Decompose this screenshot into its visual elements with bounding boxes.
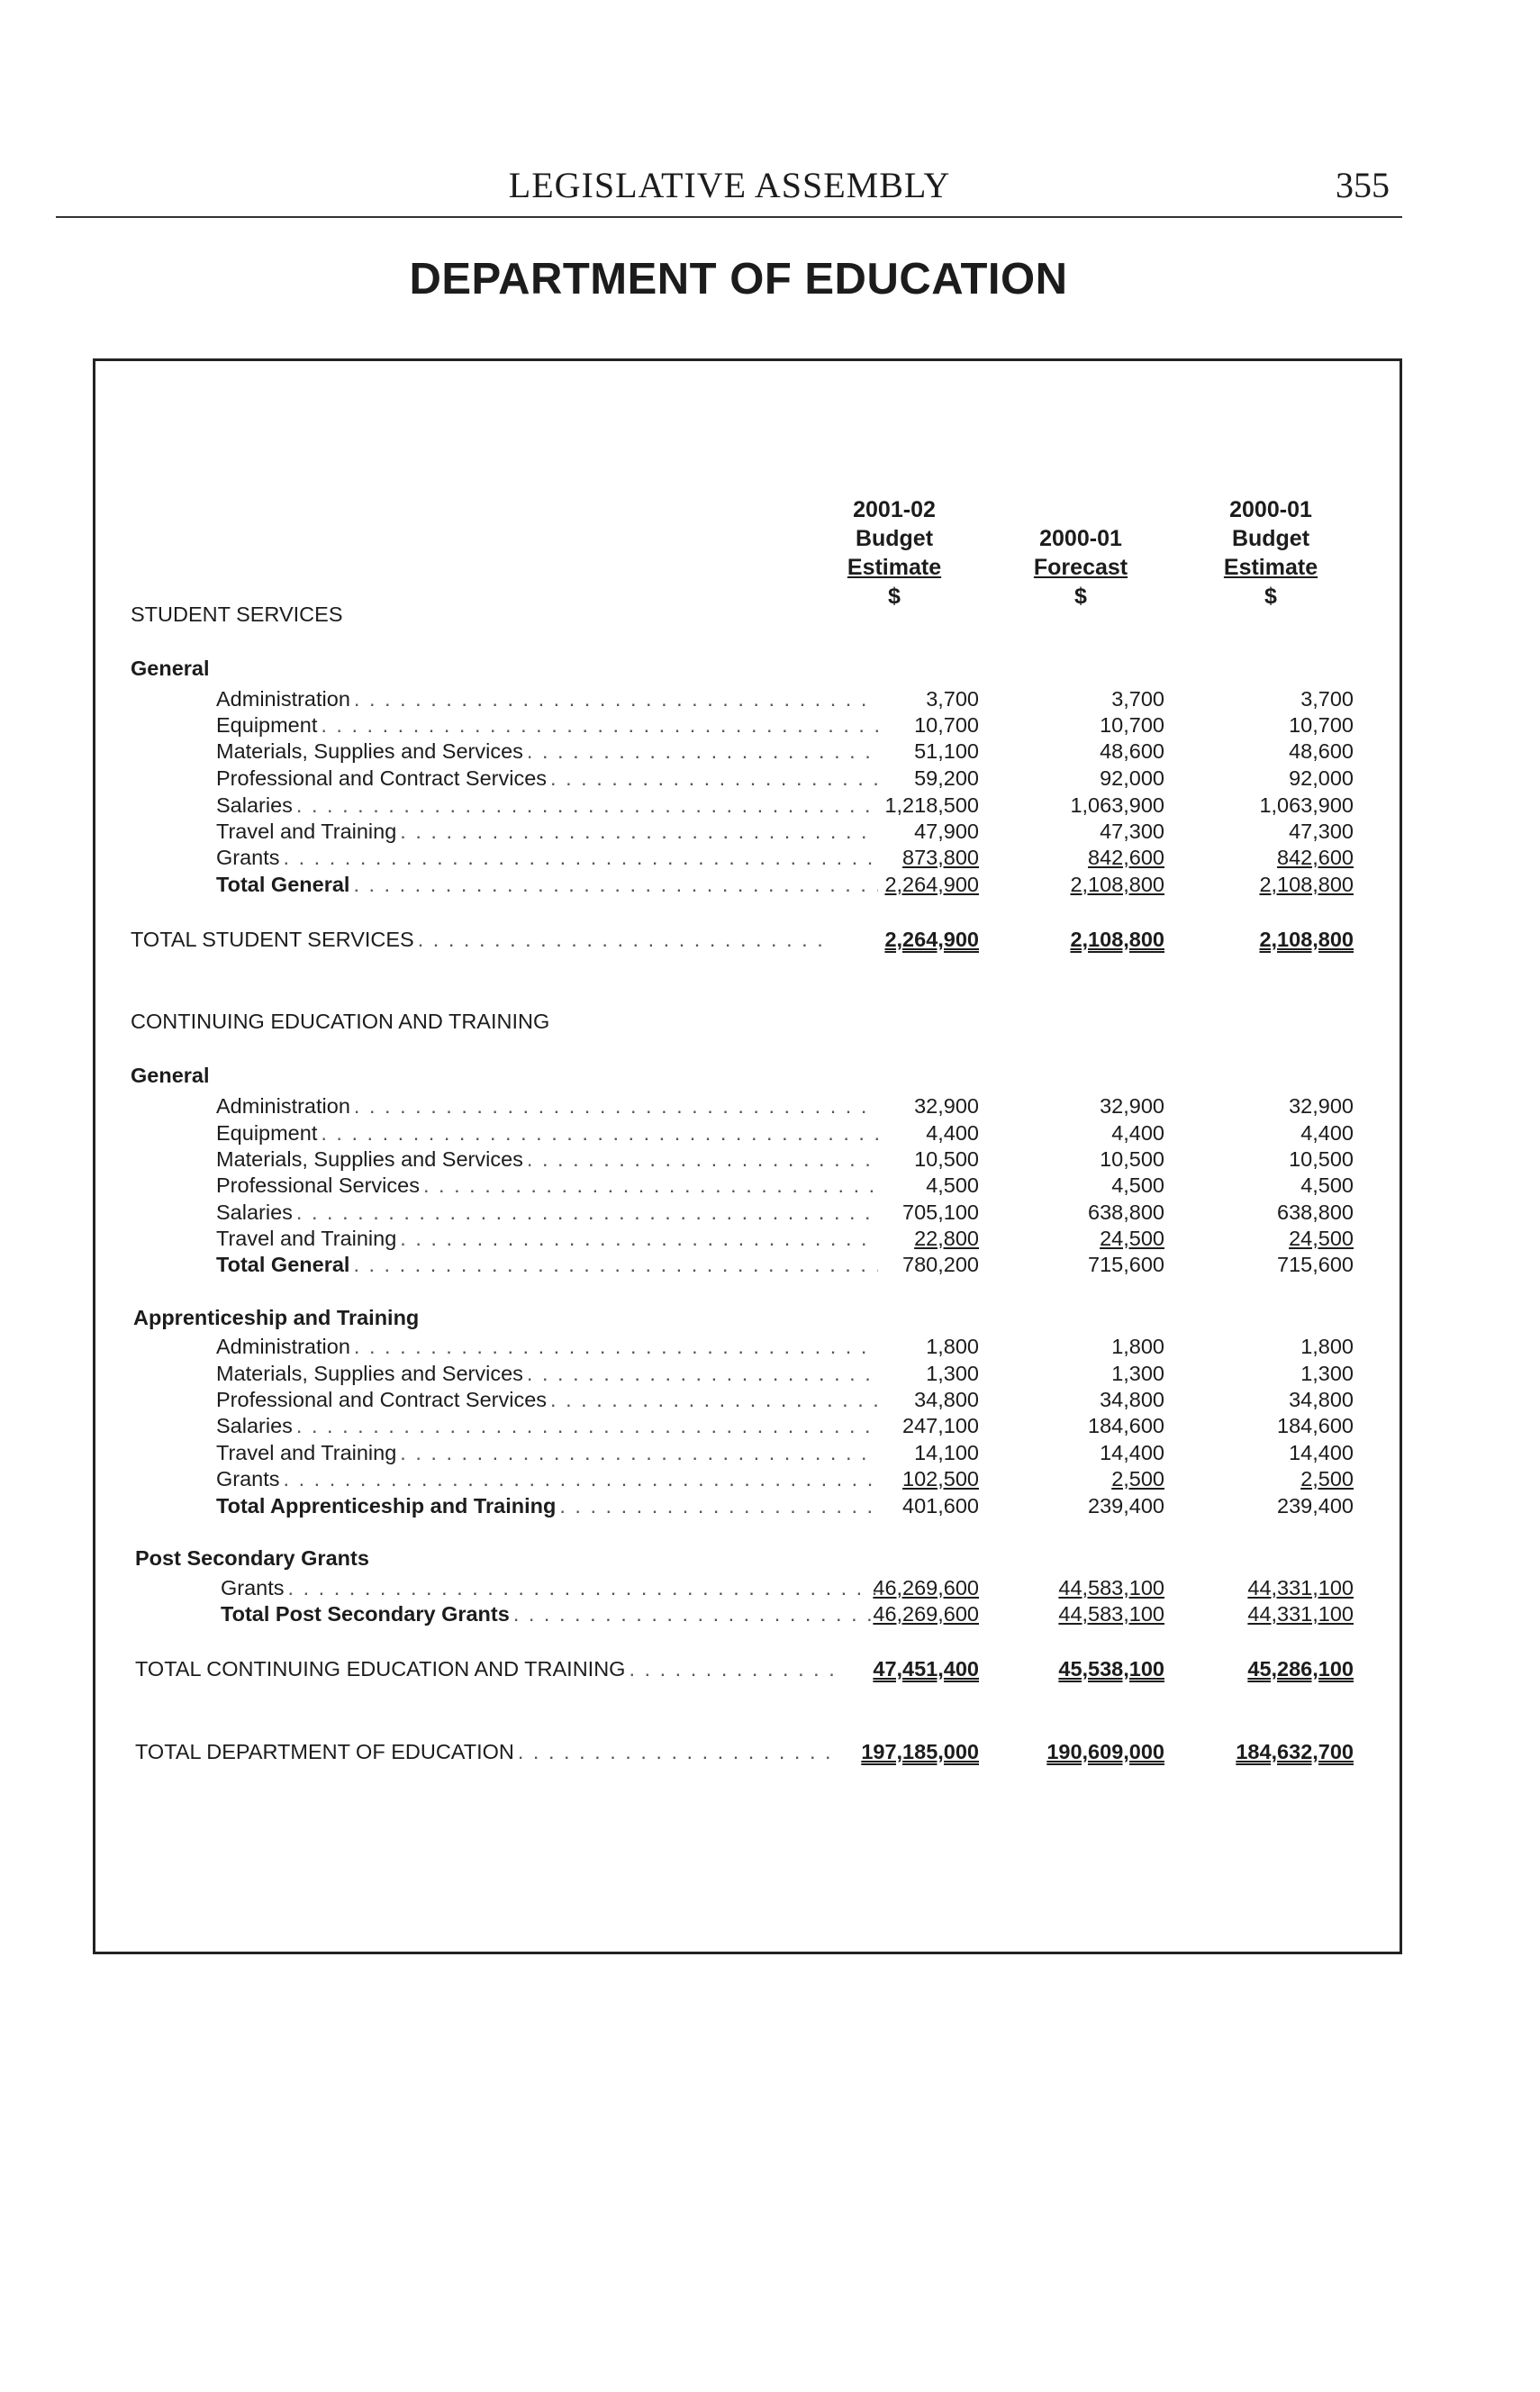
value-cell: 197,185,000 xyxy=(861,1740,979,1763)
value-cell: 2,500 xyxy=(1111,1467,1164,1490)
value-cell: 45,286,100 xyxy=(1247,1657,1354,1681)
column-type: Budget xyxy=(855,526,934,551)
value-cell: 32,900 xyxy=(1289,1094,1354,1118)
value-cell: 44,331,100 xyxy=(1247,1576,1354,1599)
line-item: Equipment . . . xyxy=(216,713,878,738)
value-cell: 59,200 xyxy=(914,766,979,790)
line-item: Administration . . . xyxy=(216,1094,878,1119)
line-item: Materials, Supplies and Services . . . xyxy=(216,1362,878,1386)
department-title: DEPARTMENT OF EDUCATION xyxy=(409,255,1068,304)
value-cell: 1,800 xyxy=(926,1335,979,1358)
line-item: Grants . . . xyxy=(221,1576,883,1600)
value-cell: 638,800 xyxy=(1277,1201,1354,1224)
value-cell: 102,500 xyxy=(902,1467,979,1490)
value-cell: 2,264,900 xyxy=(884,928,979,951)
value-cell: 715,600 xyxy=(1088,1253,1164,1276)
line-item: Grants . . . xyxy=(216,1467,878,1491)
value-cell: 715,600 xyxy=(1277,1253,1354,1276)
line-item: Travel and Training . . . xyxy=(216,820,878,844)
value-cell: 3,700 xyxy=(1300,687,1354,711)
value-cell: 184,600 xyxy=(1277,1414,1354,1437)
value-cell: 239,400 xyxy=(1277,1494,1354,1518)
value-cell: 1,800 xyxy=(1111,1335,1164,1358)
group-heading-post-secondary: Post Secondary Grants xyxy=(135,1546,369,1570)
value-cell: 46,269,600 xyxy=(873,1602,979,1626)
column-year: 2001-02 xyxy=(853,497,936,522)
column-type: Budget xyxy=(1231,526,1310,551)
value-cell: 2,108,800 xyxy=(1259,873,1354,896)
value-cell: 1,063,900 xyxy=(1259,793,1354,817)
value-cell: 780,200 xyxy=(902,1253,979,1276)
column-kind: Estimate xyxy=(1223,555,1318,580)
value-cell: 3,700 xyxy=(1111,687,1164,711)
line-item: Materials, Supplies and Services . . . xyxy=(216,739,878,764)
value-cell: 842,600 xyxy=(1277,846,1354,869)
column-kind: Estimate xyxy=(847,555,942,580)
value-cell: 10,700 xyxy=(914,713,979,737)
value-cell: 4,500 xyxy=(1111,1173,1164,1197)
line-item: Grants . . . xyxy=(216,846,878,870)
subtotal-row: Total General . . . xyxy=(216,1253,878,1277)
value-cell: 44,583,100 xyxy=(1058,1602,1164,1626)
value-cell: 45,538,100 xyxy=(1058,1657,1164,1681)
value-cell: 2,264,900 xyxy=(884,873,979,896)
value-cell: 47,451,400 xyxy=(873,1657,979,1681)
running-title: LEGISLATIVE ASSEMBLY xyxy=(508,165,951,205)
section-total-row: TOTAL STUDENT SERVICES . . . xyxy=(131,928,833,952)
column-currency: $ xyxy=(888,584,901,609)
value-cell: 239,400 xyxy=(1088,1494,1164,1518)
value-cell: 44,583,100 xyxy=(1058,1576,1164,1599)
line-item: Administration . . . xyxy=(216,687,878,711)
value-cell: 34,800 xyxy=(1289,1388,1354,1411)
value-cell: 4,500 xyxy=(926,1173,979,1197)
value-cell: 24,500 xyxy=(1100,1227,1164,1250)
line-item: Administration . . . xyxy=(216,1335,878,1359)
line-item: Professional Services . . . xyxy=(216,1173,878,1198)
line-item: Travel and Training . . . xyxy=(216,1441,878,1465)
value-cell: 4,400 xyxy=(1111,1121,1164,1145)
value-cell: 4,500 xyxy=(1300,1173,1354,1197)
value-cell: 22,800 xyxy=(914,1227,979,1250)
value-cell: 34,800 xyxy=(1100,1388,1164,1411)
value-cell: 92,000 xyxy=(1100,766,1164,790)
section-title-student-services: STUDENT SERVICES xyxy=(131,603,343,626)
value-cell: 1,218,500 xyxy=(884,793,979,817)
value-cell: 46,269,600 xyxy=(873,1576,979,1599)
line-item: Travel and Training . . . xyxy=(216,1227,878,1251)
value-cell: 2,108,800 xyxy=(1070,873,1164,896)
value-cell: 705,100 xyxy=(902,1201,979,1224)
value-cell: 10,500 xyxy=(1289,1147,1354,1171)
value-cell: 24,500 xyxy=(1289,1227,1354,1250)
value-cell: 184,600 xyxy=(1088,1414,1164,1437)
value-cell: 184,632,700 xyxy=(1236,1740,1354,1763)
line-item: Materials, Supplies and Services . . . xyxy=(216,1147,878,1172)
value-cell: 47,300 xyxy=(1289,820,1354,843)
value-cell: 14,400 xyxy=(1289,1441,1354,1464)
value-cell: 47,900 xyxy=(914,820,979,843)
value-cell: 2,500 xyxy=(1300,1467,1354,1490)
value-cell: 34,800 xyxy=(914,1388,979,1411)
column-kind: Forecast xyxy=(1033,555,1128,580)
value-cell: 10,500 xyxy=(1100,1147,1164,1171)
line-item: Salaries . . . xyxy=(216,793,878,818)
subtotal-row: Total Apprenticeship and Training . . . xyxy=(216,1494,878,1518)
subtotal-row: Total Post Secondary Grants . . . xyxy=(221,1602,883,1626)
column-year: 2000-01 xyxy=(1229,497,1312,522)
line-item: Equipment . . . xyxy=(216,1121,878,1146)
line-item: Professional and Contract Services . . . xyxy=(216,1388,878,1412)
value-cell: 32,900 xyxy=(914,1094,979,1118)
value-cell: 92,000 xyxy=(1289,766,1354,790)
value-cell: 47,300 xyxy=(1100,820,1164,843)
section-total-row: TOTAL CONTINUING EDUCATION AND TRAINING . . . xyxy=(135,1657,838,1681)
subtotal-row: Total General . . . xyxy=(216,873,878,897)
value-cell: 10,700 xyxy=(1100,713,1164,737)
value-cell: 51,100 xyxy=(914,739,979,763)
line-item: Salaries . . . xyxy=(216,1414,878,1438)
value-cell: 10,500 xyxy=(914,1147,979,1171)
value-cell: 842,600 xyxy=(1088,846,1164,869)
value-cell: 1,063,900 xyxy=(1070,793,1164,817)
value-cell: 3,700 xyxy=(926,687,979,711)
line-item: Professional and Contract Services . . . xyxy=(216,766,878,791)
group-heading-apprenticeship: Apprenticeship and Training xyxy=(133,1306,420,1329)
column-type: 2000-01 xyxy=(1039,526,1122,551)
value-cell: 14,400 xyxy=(1100,1441,1164,1464)
department-total-row: TOTAL DEPARTMENT OF EDUCATION . . . xyxy=(135,1740,838,1764)
page-header xyxy=(56,160,1402,218)
group-heading-general: General xyxy=(131,657,210,680)
value-cell: 48,600 xyxy=(1100,739,1164,763)
column-currency: $ xyxy=(1264,584,1277,609)
group-heading-general: General xyxy=(131,1064,210,1087)
page-number: 355 xyxy=(1336,165,1390,205)
section-title-continuing-education: CONTINUING EDUCATION AND TRAINING xyxy=(131,1010,550,1033)
value-cell: 14,100 xyxy=(914,1441,979,1464)
value-cell: 32,900 xyxy=(1100,1094,1164,1118)
value-cell: 1,300 xyxy=(1111,1362,1164,1385)
value-cell: 10,700 xyxy=(1289,713,1354,737)
value-cell: 2,108,800 xyxy=(1070,928,1164,951)
line-item: Salaries . . . xyxy=(216,1201,878,1225)
value-cell: 48,600 xyxy=(1289,739,1354,763)
value-cell: 401,600 xyxy=(902,1494,979,1518)
value-cell: 1,300 xyxy=(1300,1362,1354,1385)
value-cell: 4,400 xyxy=(1300,1121,1354,1145)
value-cell: 1,300 xyxy=(926,1362,979,1385)
value-cell: 4,400 xyxy=(926,1121,979,1145)
column-currency: $ xyxy=(1074,584,1087,609)
column-header-budget-2000-01 xyxy=(1154,495,1388,611)
value-cell: 247,100 xyxy=(902,1414,979,1437)
value-cell: 190,609,000 xyxy=(1046,1740,1164,1763)
value-cell: 638,800 xyxy=(1088,1201,1164,1224)
value-cell: 1,800 xyxy=(1300,1335,1354,1358)
value-cell: 2,108,800 xyxy=(1259,928,1354,951)
value-cell: 44,331,100 xyxy=(1247,1602,1354,1626)
value-cell: 873,800 xyxy=(902,846,979,869)
